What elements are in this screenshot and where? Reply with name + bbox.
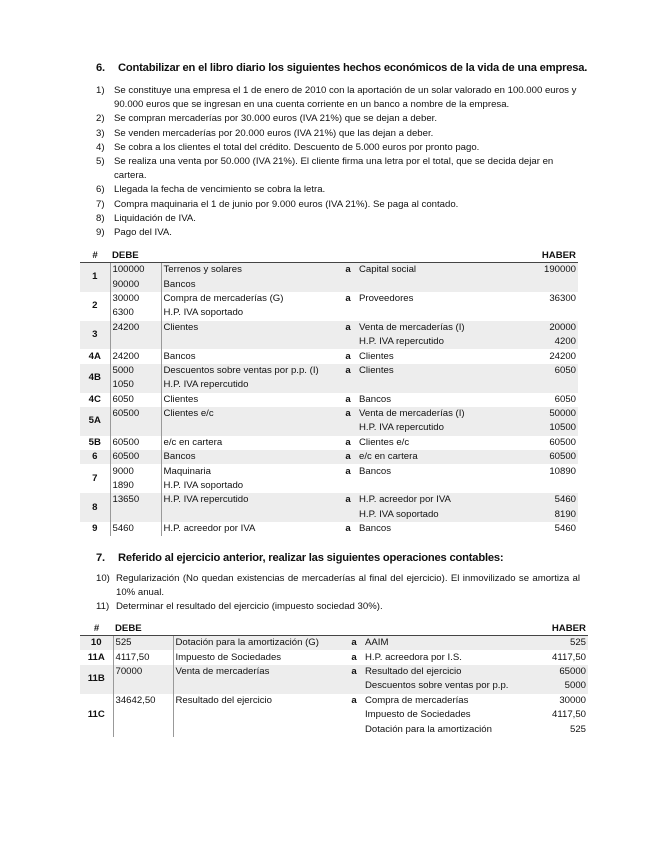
a-connector: a <box>339 393 357 407</box>
haber-amount: 525 <box>525 722 588 736</box>
debe-amount: 100000 <box>110 263 161 278</box>
table-row <box>80 393 578 407</box>
section-7-number: 7. <box>96 552 105 564</box>
haber-account: Clientes e/c <box>357 436 519 450</box>
debe-amount: 90000 <box>110 277 161 291</box>
a-connector <box>339 277 357 291</box>
a-connector <box>339 306 357 320</box>
list-item-text: Determinar el resultado del ejercicio (impuesto sociedad 30%). <box>116 601 383 613</box>
haber-account: Compra de mercaderías <box>363 694 525 708</box>
list-item-number: 1) <box>96 85 105 96</box>
a-connector <box>339 335 357 349</box>
haber-account: H.P. acreedora por I.S. <box>363 650 525 664</box>
debe-amount: 5460 <box>110 522 161 536</box>
col-spacer-header <box>339 249 519 263</box>
a-connector: a <box>345 636 363 651</box>
a-connector <box>339 421 357 435</box>
haber-amount: 6050 <box>519 364 578 378</box>
a-connector: a <box>339 321 357 335</box>
a-connector <box>339 479 357 493</box>
a-connector: a <box>345 665 363 679</box>
a-connector: a <box>339 364 357 378</box>
col-haber-header: HABER <box>525 622 588 636</box>
table-row <box>80 665 588 679</box>
table-row <box>80 421 578 435</box>
debe-amount: 6300 <box>110 306 161 320</box>
a-connector: a <box>339 464 357 478</box>
table-row <box>80 306 578 320</box>
table-row <box>80 694 588 708</box>
col-debe-header: DEBE <box>113 622 345 636</box>
list-item <box>96 112 580 126</box>
haber-account <box>357 479 519 493</box>
col-index-header: # <box>80 622 113 636</box>
table-row <box>80 436 578 450</box>
entry-number: 5A <box>80 407 110 436</box>
haber-amount: 65000 <box>525 665 588 679</box>
section-7-title: Referido al ejercicio anterior, realizar las siguientes operaciones contables: <box>118 552 504 564</box>
haber-amount: 36300 <box>519 292 578 306</box>
table-row <box>80 464 578 478</box>
debe-account: Bancos <box>161 349 339 363</box>
list-item <box>96 127 580 141</box>
table-row <box>80 364 578 378</box>
haber-account: H.P. IVA repercutido <box>357 421 519 435</box>
haber-amount: 10500 <box>519 421 578 435</box>
haber-account: H.P. IVA soportado <box>357 508 519 522</box>
list-item-number: 7) <box>96 198 105 210</box>
haber-amount: 4117,50 <box>525 650 588 664</box>
debe-amount <box>113 708 173 722</box>
haber-amount: 30000 <box>525 694 588 708</box>
haber-account <box>357 306 519 320</box>
list-item <box>96 226 580 240</box>
entry-number: 11A <box>80 650 113 664</box>
table-row <box>80 321 578 335</box>
haber-amount: 10890 <box>519 464 578 478</box>
table-row <box>80 722 588 736</box>
table-row <box>80 636 588 651</box>
debe-amount: 1050 <box>110 378 161 392</box>
table-row <box>80 679 588 693</box>
list-item-number: 9) <box>96 227 105 239</box>
debe-account: Maquinaria <box>161 464 339 478</box>
a-connector <box>345 679 363 693</box>
a-connector: a <box>339 349 357 363</box>
list-item <box>96 198 580 212</box>
section-6-number: 6. <box>96 62 105 74</box>
debe-account: Compra de mercaderías (G) <box>161 292 339 306</box>
table-row <box>80 277 578 291</box>
entry-number: 3 <box>80 321 110 350</box>
debe-account: Bancos <box>161 277 339 291</box>
debe-amount <box>113 722 173 736</box>
haber-amount: 4117,50 <box>525 708 588 722</box>
debe-account: Venta de mercaderías <box>173 665 345 679</box>
haber-amount: 5000 <box>525 679 588 693</box>
debe-account: H.P. acreedor por IVA <box>161 522 339 536</box>
list-item-text: Se compran mercaderías por 30.000 euros (IVA 21%) que se dejan a deber. <box>114 113 438 125</box>
debe-amount: 5000 <box>110 364 161 378</box>
haber-account: Dotación para la amortización <box>363 722 525 736</box>
debe-amount <box>110 421 161 435</box>
haber-account: AAIM <box>363 636 525 651</box>
haber-amount: 50000 <box>519 407 578 421</box>
entry-number: 11B <box>80 665 113 694</box>
entry-number: 4A <box>80 349 110 363</box>
debe-account: Terrenos y solares <box>161 263 339 278</box>
list-item-number: 11) <box>96 601 110 613</box>
entry-number: 5B <box>80 436 110 450</box>
haber-account: Capital social <box>357 263 519 278</box>
list-item <box>96 155 580 183</box>
list-item-text: Se realiza una venta por 50.000 (IVA 21%). El cliente firma una letra por el total, que se decida dejar en cartera. <box>114 156 554 182</box>
list-item-text: Llegada la fecha de vencimiento se cobra la letra. <box>114 184 326 196</box>
haber-amount: 190000 <box>519 263 578 278</box>
section-7-heading <box>96 552 503 564</box>
list-item <box>96 212 580 226</box>
debe-account: H.P. IVA repercutido <box>161 493 339 507</box>
entry-number: 7 <box>80 464 110 493</box>
list-item <box>96 572 580 600</box>
journal-table-1 <box>80 249 578 536</box>
section-6-heading <box>96 62 587 74</box>
table-row <box>80 263 578 278</box>
list-item-text: Liquidación de IVA. <box>114 212 196 224</box>
entry-number: 8 <box>80 493 110 522</box>
a-connector: a <box>339 436 357 450</box>
debe-amount: 60500 <box>110 407 161 421</box>
debe-amount: 70000 <box>113 665 173 679</box>
haber-account: Descuentos sobre ventas por p.p. <box>363 679 525 693</box>
table-row <box>80 349 578 363</box>
debe-account: Bancos <box>161 450 339 464</box>
haber-amount: 5460 <box>519 522 578 536</box>
haber-account: Clientes <box>357 364 519 378</box>
section-6-title: Contabilizar en el libro diario los siguientes hechos económicos de la vida de una empresa. <box>118 62 588 74</box>
entry-number: 2 <box>80 292 110 321</box>
haber-account: H.P. IVA repercutido <box>357 335 519 349</box>
debe-account <box>173 679 345 693</box>
entry-number: 1 <box>80 263 110 292</box>
haber-account: Proveedores <box>357 292 519 306</box>
haber-amount: 24200 <box>519 349 578 363</box>
list-item <box>96 183 580 197</box>
list-item-number: 10) <box>96 573 110 584</box>
debe-account: H.P. IVA soportado <box>161 479 339 493</box>
debe-account: H.P. IVA repercutido <box>161 378 339 392</box>
haber-account: Impuesto de Sociedades <box>363 708 525 722</box>
haber-amount: 60500 <box>519 436 578 450</box>
haber-account: Resultado del ejercicio <box>363 665 525 679</box>
debe-amount: 525 <box>113 636 173 651</box>
list-item-number: 5) <box>96 156 105 168</box>
debe-amount: 34642,50 <box>113 694 173 708</box>
haber-amount: 6050 <box>519 393 578 407</box>
list-item-text: Se venden mercaderías por 20.000 euros (IVA 21%) que las dejan a deber. <box>114 127 434 139</box>
haber-amount: 5460 <box>519 493 578 507</box>
a-connector <box>345 708 363 722</box>
haber-account: Bancos <box>357 393 519 407</box>
debe-account <box>161 421 339 435</box>
col-spacer-header <box>345 622 525 636</box>
debe-account <box>173 722 345 736</box>
a-connector: a <box>339 522 357 536</box>
haber-account: Venta de mercaderías (I) <box>357 321 519 335</box>
debe-account: e/c en cartera <box>161 436 339 450</box>
haber-amount: 525 <box>525 636 588 651</box>
haber-amount <box>519 306 578 320</box>
a-connector: a <box>339 263 357 278</box>
entry-number: 6 <box>80 450 110 464</box>
entry-number: 4B <box>80 364 110 393</box>
debe-amount: 30000 <box>110 292 161 306</box>
haber-amount: 4200 <box>519 335 578 349</box>
a-connector: a <box>345 694 363 708</box>
entry-number: 9 <box>80 522 110 536</box>
haber-account: Bancos <box>357 522 519 536</box>
table-row <box>80 292 578 306</box>
list-item <box>96 600 580 614</box>
debe-amount: 24200 <box>110 321 161 335</box>
haber-amount <box>519 479 578 493</box>
debe-amount: 9000 <box>110 464 161 478</box>
haber-amount: 20000 <box>519 321 578 335</box>
debe-account <box>161 508 339 522</box>
table-row <box>80 650 588 664</box>
debe-amount: 6050 <box>110 393 161 407</box>
table-row <box>80 378 578 392</box>
haber-account: H.P. acreedor por IVA <box>357 493 519 507</box>
debe-account: Clientes e/c <box>161 407 339 421</box>
list-item-number: 6) <box>96 184 105 196</box>
section-7-list <box>96 572 580 615</box>
debe-amount <box>110 508 161 522</box>
haber-account <box>357 378 519 392</box>
table-row <box>80 708 588 722</box>
list-item-number: 4) <box>96 141 105 153</box>
list-item-number: 2) <box>96 113 105 125</box>
debe-account: Clientes <box>161 393 339 407</box>
debe-amount: 60500 <box>110 450 161 464</box>
a-connector: a <box>339 450 357 464</box>
list-item-number: 8) <box>96 212 105 224</box>
haber-amount: 60500 <box>519 450 578 464</box>
debe-account: Impuesto de Sociedades <box>173 650 345 664</box>
debe-amount: 4117,50 <box>113 650 173 664</box>
list-item-number: 3) <box>96 127 105 139</box>
table-row <box>80 479 578 493</box>
debe-account <box>161 335 339 349</box>
haber-account: Bancos <box>357 464 519 478</box>
journal-table-2-header <box>80 622 588 636</box>
haber-account <box>357 277 519 291</box>
a-connector: a <box>339 292 357 306</box>
list-item-text: Compra maquinaria el 1 de junio por 9.000 euros (IVA 21%). Se paga al contado. <box>114 198 459 210</box>
debe-amount: 60500 <box>110 436 161 450</box>
table-row <box>80 407 578 421</box>
table-row <box>80 335 578 349</box>
table-row <box>80 522 578 536</box>
debe-account: Descuentos sobre ventas por p.p. (I) <box>161 364 339 378</box>
a-connector: a <box>345 650 363 664</box>
a-connector <box>345 722 363 736</box>
col-debe-header: DEBE <box>110 249 339 263</box>
col-index-header: # <box>80 249 110 263</box>
debe-account: Dotación para la amortización (G) <box>173 636 345 651</box>
table-row <box>80 450 578 464</box>
a-connector <box>339 508 357 522</box>
journal-table-2 <box>80 622 588 737</box>
entry-number: 10 <box>80 636 113 651</box>
haber-account: Venta de mercaderías (I) <box>357 407 519 421</box>
haber-amount <box>519 277 578 291</box>
list-item-text: Pago del IVA. <box>114 227 172 239</box>
haber-amount: 8190 <box>519 508 578 522</box>
haber-amount <box>519 378 578 392</box>
debe-account: Resultado del ejercicio <box>173 694 345 708</box>
col-haber-header: HABER <box>519 249 578 263</box>
debe-amount: 13650 <box>110 493 161 507</box>
list-item-text: Se cobra a los clientes el total del crédito. Descuento de 5.000 euros por pronto pago. <box>114 141 480 153</box>
entry-number: 11C <box>80 694 113 737</box>
haber-account: Clientes <box>357 349 519 363</box>
a-connector: a <box>339 493 357 507</box>
entry-number: 4C <box>80 393 110 407</box>
debe-amount: 1890 <box>110 479 161 493</box>
debe-amount <box>113 679 173 693</box>
list-item-text: Se constituye una empresa el 1 de enero de 2010 con la aportación de un solar valorado en 100.000 euros y 90.000 euros que se ingresan en una cuenta corriente en un banco a nombre de la empresa. <box>114 85 577 111</box>
debe-account <box>173 708 345 722</box>
debe-amount <box>110 335 161 349</box>
list-item <box>96 141 580 155</box>
table-row <box>80 508 578 522</box>
a-connector <box>339 378 357 392</box>
debe-account: H.P. IVA soportado <box>161 306 339 320</box>
table-row <box>80 493 578 507</box>
list-item-text: Regularización (No quedan existencias de mercaderías al final del ejercicio). El inmovilizado se amortiza al 10% anual. <box>116 573 580 599</box>
debe-account: Clientes <box>161 321 339 335</box>
list-item <box>96 84 580 112</box>
haber-account: e/c en cartera <box>357 450 519 464</box>
journal-table-1-header <box>80 249 578 263</box>
a-connector: a <box>339 407 357 421</box>
debe-amount: 24200 <box>110 349 161 363</box>
section-6-list <box>96 84 580 240</box>
